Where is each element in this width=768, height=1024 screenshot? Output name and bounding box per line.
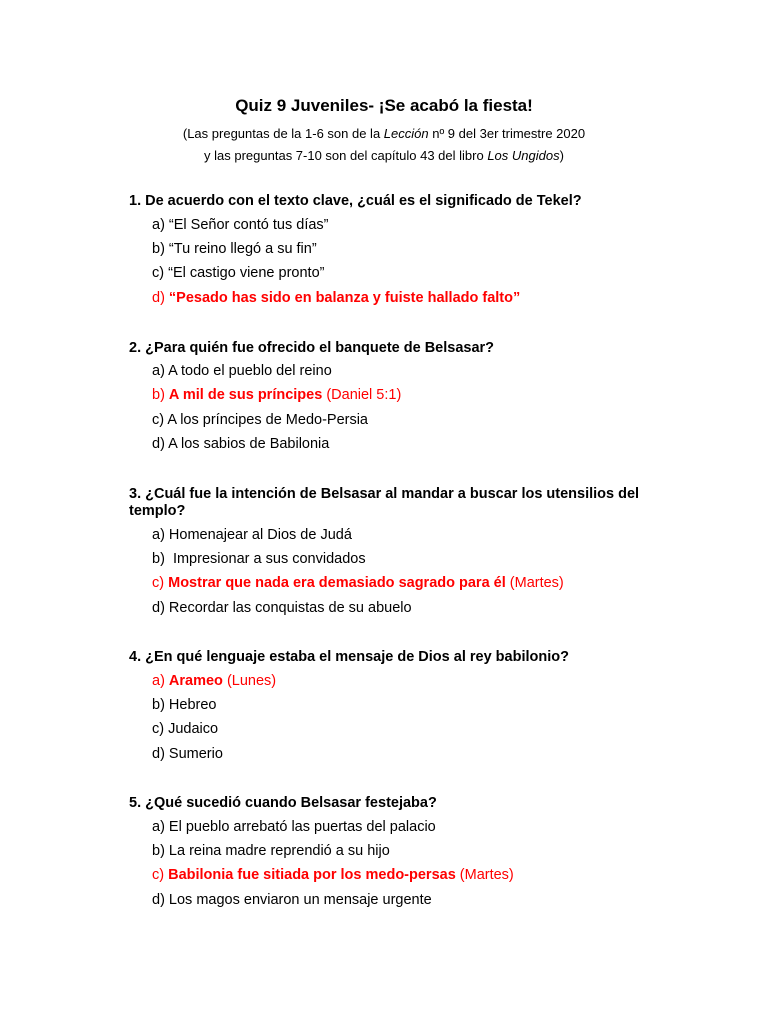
option-text: Homenajear al Dios de Judá bbox=[168, 527, 352, 543]
question-4-option-c bbox=[152, 721, 218, 737]
option-letter: d) bbox=[152, 892, 169, 908]
question-3-option-d bbox=[152, 600, 412, 616]
correct-answer-text: Arameo bbox=[168, 673, 223, 689]
question-4-option-a-correct bbox=[152, 673, 276, 689]
option-letter: a) bbox=[152, 673, 169, 689]
question-2-option-c bbox=[152, 412, 368, 428]
option-text: La reina madre reprendió a su hijo bbox=[168, 843, 390, 859]
option-letter: b) bbox=[152, 241, 169, 257]
question-4-option-b bbox=[152, 697, 216, 713]
answer-reference: (Daniel 5:1) bbox=[322, 387, 402, 403]
question-3-option-c-correct bbox=[152, 575, 564, 591]
subtitle-line-2-end: ) bbox=[559, 148, 564, 163]
option-letter: c) bbox=[152, 265, 169, 281]
correct-answer-text: “Pesado has sido en balanza y fuiste hallado falto” bbox=[168, 290, 521, 306]
option-text: A los príncipes de Medo-Persia bbox=[167, 412, 368, 428]
option-text: Judaico bbox=[168, 721, 219, 737]
option-letter: c) bbox=[152, 575, 169, 591]
subtitle-line-2-start: y las preguntas 7-10 son del capítulo 43 del libro bbox=[204, 148, 488, 163]
question-1-option-c bbox=[152, 265, 324, 281]
question-5-option-d bbox=[152, 892, 432, 908]
option-letter: d) bbox=[152, 746, 169, 762]
subtitle-line-2 bbox=[0, 148, 768, 163]
option-text: Los magos enviaron un mensaje urgente bbox=[168, 892, 432, 908]
question-5: 5. ¿Qué sucedió cuando Belsasar festejaba? bbox=[129, 795, 437, 811]
question-2: 2. ¿Para quién fue ofrecido el banquete de Belsasar? bbox=[129, 340, 495, 356]
correct-answer-text: Mostrar que nada era demasiado sagrado para él bbox=[168, 575, 506, 591]
option-letter: c) bbox=[152, 867, 169, 883]
option-letter: d) bbox=[152, 436, 169, 452]
question-5-option-b bbox=[152, 843, 390, 859]
option-text: A todo el pueblo del reino bbox=[168, 363, 332, 379]
subtitle-line-1 bbox=[0, 126, 768, 141]
subtitle-line-2-emphasis: Los Ungidos bbox=[487, 148, 560, 163]
option-text: “El Señor contó tus días” bbox=[168, 217, 329, 233]
option-letter: a) bbox=[152, 217, 169, 233]
question-5-option-a bbox=[152, 819, 436, 835]
correct-answer-text: Babilonia fue sitiada por los medo-persas bbox=[168, 867, 456, 883]
subtitle-line-1-end: nº 9 del 3er trimestre 2020 bbox=[428, 126, 586, 141]
page-title: Quiz 9 Juveniles- ¡Se acabó la fiesta! bbox=[235, 96, 533, 115]
option-letter: d) bbox=[152, 600, 169, 616]
subtitle-line-1-start: (Las preguntas de la 1-6 son de la bbox=[182, 126, 384, 141]
question-4-option-d bbox=[152, 746, 223, 762]
question-1-option-a bbox=[152, 217, 329, 233]
option-text: Sumerio bbox=[168, 746, 223, 762]
option-text: El pueblo arrebató las puertas del palacio bbox=[168, 819, 436, 835]
option-letter: a) bbox=[152, 527, 169, 543]
option-letter: b) bbox=[152, 843, 169, 859]
question-3-option-b bbox=[152, 551, 366, 567]
option-text: “El castigo viene pronto” bbox=[168, 265, 325, 281]
question-2-option-d bbox=[152, 436, 329, 452]
option-letter: b) bbox=[152, 387, 169, 403]
option-letter: a) bbox=[152, 363, 169, 379]
question-1-option-d-correct bbox=[152, 290, 520, 306]
answer-reference: (Martes) bbox=[505, 575, 564, 591]
subtitle-line-1-emphasis: Lección bbox=[383, 126, 429, 141]
option-letter: b) bbox=[152, 551, 173, 567]
option-text: Recordar las conquistas de su abuelo bbox=[168, 600, 412, 616]
option-text: A los sabios de Babilonia bbox=[168, 436, 330, 452]
option-letter: c) bbox=[152, 721, 169, 737]
option-text: Impresionar a sus convidados bbox=[172, 551, 366, 567]
option-letter: d) bbox=[152, 290, 169, 306]
question-1: 1. De acuerdo con el texto clave, ¿cuál es el significado de Tekel? bbox=[129, 193, 582, 209]
option-text: Hebreo bbox=[168, 697, 217, 713]
question-4: 4. ¿En qué lenguaje estaba el mensaje de Dios al rey babilonio? bbox=[129, 649, 569, 665]
option-letter: a) bbox=[152, 819, 169, 835]
option-text: “Tu reino llegó a su fin” bbox=[168, 241, 317, 257]
question-3: 3. ¿Cuál fue la intención de Belsasar al mandar a buscar los utensilios del templo? bbox=[129, 486, 640, 519]
option-letter: c) bbox=[152, 412, 168, 428]
question-1-option-b bbox=[152, 241, 317, 257]
answer-reference: (Lunes) bbox=[222, 673, 277, 689]
correct-answer-text: A mil de sus príncipes bbox=[168, 387, 323, 403]
question-5-option-c-correct bbox=[152, 867, 514, 883]
answer-reference: (Martes) bbox=[455, 867, 514, 883]
option-letter: b) bbox=[152, 697, 169, 713]
question-3-option-a bbox=[152, 527, 352, 543]
question-2-option-a bbox=[152, 363, 332, 379]
question-2-option-b-correct bbox=[152, 387, 401, 403]
